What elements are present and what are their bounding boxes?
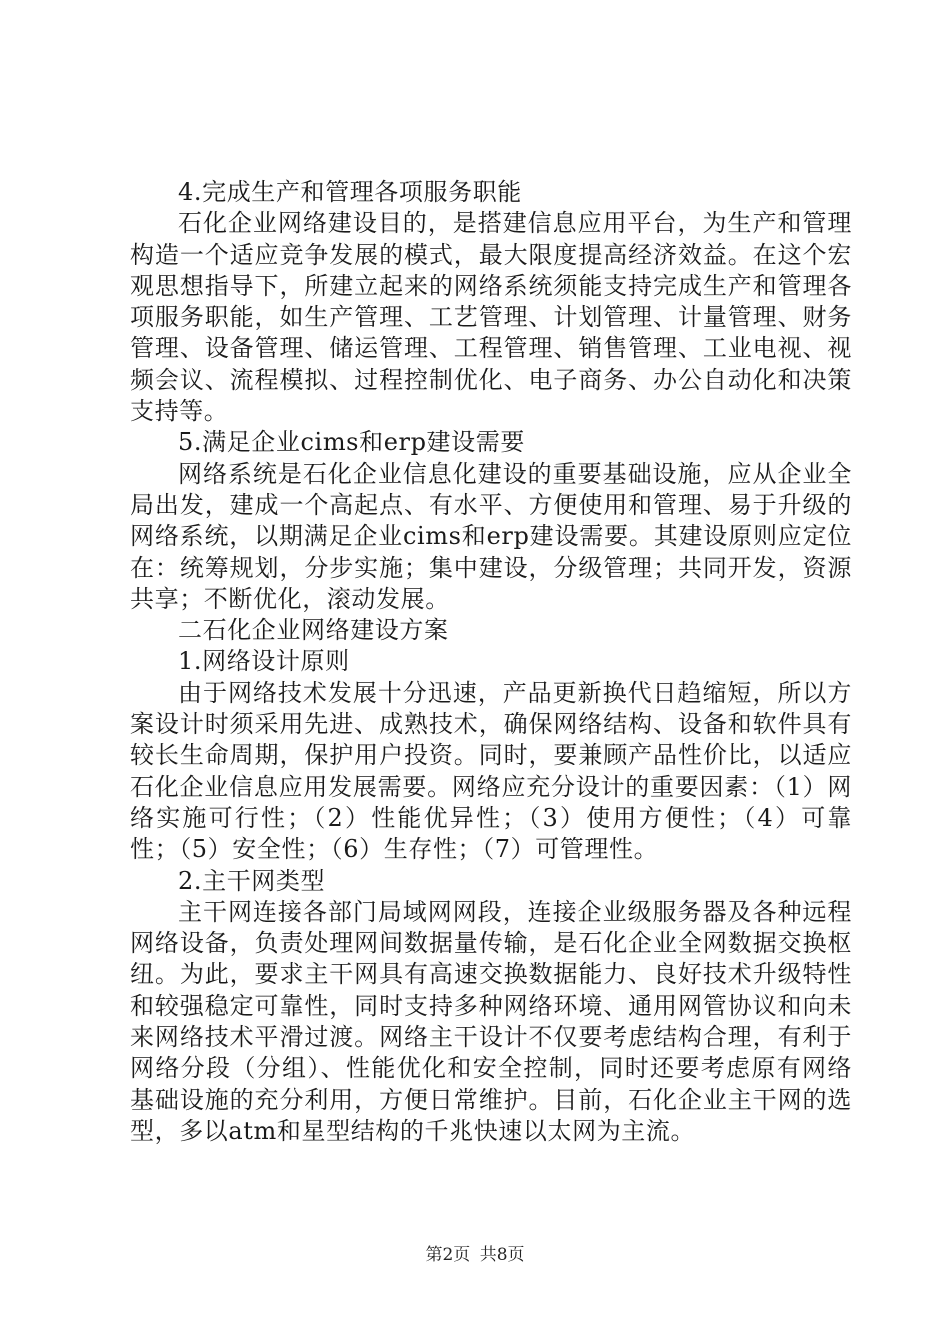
page-number: 第2页 <box>425 1245 471 1265</box>
page-total: 共8页 <box>479 1245 525 1265</box>
paragraph-section-4: 石化企业网络建设目的，是搭建信息应用平台，为生产和管理构造一个适应竞争发展的模式，最大限度提高经济效益。在这个宏观思想指导下，所建立起来的网络系统须能支持完成生产和管理各项服务职能，如生产管理、工艺管理、计划管理、计量管理、财务管理、设备管理、储运管理、工程管理、销售管理、工业电视、视频会议、流程模拟、过程控制优化、电子商务、办公自动化和决策支持等。 <box>130 209 852 426</box>
heading-design-principles: 1.网络设计原则 <box>178 647 350 676</box>
document-body <box>130 177 852 1147</box>
paragraph-section-5: 网络系统是石化企业信息化建设的重要基础设施，应从企业全局出发，建成一个高起点、有水平、方便使用和管理、易于升级的网络系统，以期满足企业cims和erp建设需要。其建设原则应定位在：统筹规划，分步实施；集中建设，分级管理；共同开发，资源共享；不断优化，滚动发展。 <box>130 459 852 613</box>
page-footer <box>0 1244 950 1266</box>
paragraph-backbone-type: 主干网连接各部门局域网网段，连接企业级服务器及各种远程网络设备，负责处理网间数据量传输，是石化企业全网数据交换枢纽。为此，要求主干网具有高速交换数据能力、良好技术升级特性和较强稳定可靠性，同时支持多种网络环境、通用网管协议和向未来网络技术平滑过渡。网络主干设计不仅要考虑结构合理，有利于网络分段（分组）、性能优化和安全控制，同时还要考虑原有网络基础设施的充分利用，方便日常维护。目前，石化企业主干网的选型，多以atm和星型结构的千兆快速以太网为主流。 <box>130 897 852 1145</box>
heading-section-4: 4.完成生产和管理各项服务职能 <box>178 178 522 206</box>
heading-section-5: 5.满足企业cims和erp建设需要 <box>178 428 525 457</box>
heading-chapter-2: 二石化企业网络建设方案 <box>178 616 449 645</box>
paragraph-design-principles: 由于网络技术发展十分迅速，产品更新换代日趋缩短，所以方案设计时须采用先进、成熟技术，确保网络结构、设备和软件具有较长生命周期，保护用户投资。同时，要兼顾产品性价比，以适应石化企业信息应用发展需要。网络应充分设计的重要因素：（1）网络实施可行性；（2）性能优异性；（3）使用方便性；（4）可靠性；（5）安全性；（6）生存性；（7）可管理性。 <box>130 678 852 864</box>
heading-backbone-type: 2.主干网类型 <box>178 866 326 895</box>
